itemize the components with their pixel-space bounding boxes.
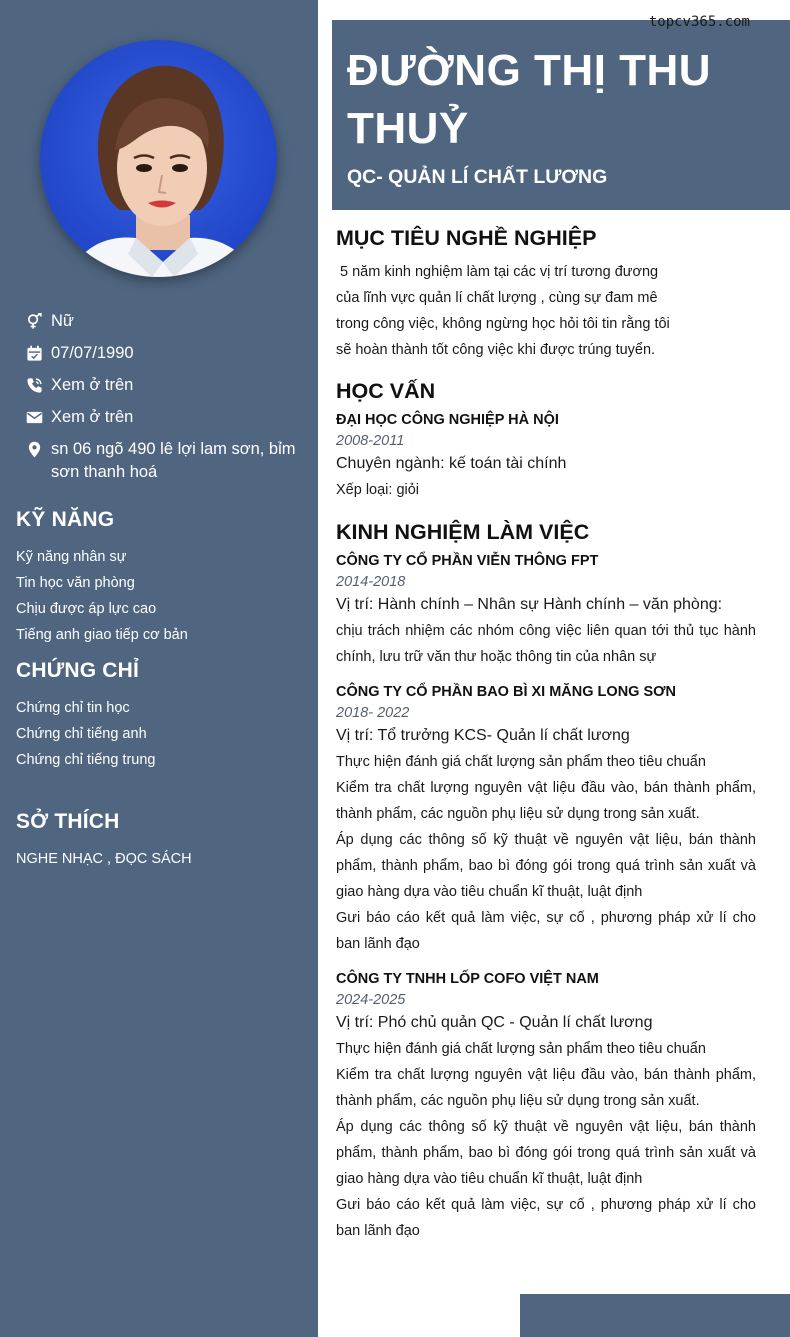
sidebar (0, 0, 318, 1337)
hobby-item: NGHE NHẠC , ĐỌC SÁCH (16, 851, 192, 867)
skill-item: Tin học văn phòng (16, 575, 135, 591)
education-title: HỌC VẤN (336, 379, 436, 403)
job-duty: Kiểm tra chất lượng nguyên vật liệu đầu vào, bán thành phẩm, thành phẩm, các nguồn phụ liệu sử dụng trong sản xuất. (336, 1067, 756, 1109)
job-duty: Áp dụng các thông số kỹ thuật về nguyên vật liệu, bán thành phẩm, thành phẩm, bao bì đóng gói trong quá trình sản xuất và giao hàng dựa vào tiêu chuẩn kĩ thuật, luật định (336, 1119, 756, 1187)
job-entry (336, 684, 756, 957)
job-period: 2024-2025 (336, 992, 406, 1008)
objective-section (336, 226, 756, 363)
job-duty: chịu trách nhiệm các nhóm công việc liên quan tới thủ tục hành chính, lưu trữ văn thư hoặc thông tin của nhân sự (336, 623, 756, 665)
job-period: 2014-2018 (336, 574, 406, 590)
skill-item: Kỹ năng nhân sự (16, 549, 127, 565)
calendar-icon (24, 342, 44, 364)
education-period: 2008-2011 (336, 433, 405, 449)
birthday-row (24, 342, 304, 365)
certificate-item: Chứng chỉ tiếng anh (16, 726, 147, 742)
experience-title: KINH NGHIỆM LÀM VIỆC (336, 520, 590, 544)
site-watermark: topcv365.com (648, 14, 750, 30)
school-name: ĐẠI HỌC CÔNG NGHIỆP HÀ NỘI (336, 412, 559, 428)
education-rank: Xếp loại: giỏi (336, 482, 420, 498)
birthday-value: 07/07/1990 (51, 344, 134, 362)
certificate-item: Chứng chỉ tiếng trung (16, 752, 156, 768)
gender-value: Nữ (51, 312, 74, 330)
main-content (336, 226, 756, 1244)
mail-icon (24, 406, 44, 428)
education-major: Chuyên ngành: kế toán tài chính (336, 455, 567, 472)
job-duty: Thực hiện đánh giá chất lượng sản phẩm theo tiêu chuẩn (336, 754, 706, 770)
objective-line: sẽ hoàn thành tốt công việc khi được trúng tuyển. (336, 342, 656, 358)
gender-row (24, 310, 304, 333)
phone-value: Xem ở trên (51, 376, 134, 394)
email-row (24, 406, 304, 429)
skill-item: Chịu được áp lực cao (16, 601, 157, 617)
job-entry (336, 971, 756, 1244)
job-duty: Gưi báo cáo kết quả làm việc, sự cố , phương pháp xử lí cho ban lãnh đạo (336, 1197, 756, 1239)
objective-title: MỤC TIÊU NGHỀ NGHIỆP (336, 226, 597, 250)
footer-bar (520, 1294, 790, 1337)
job-duty: Gưi báo cáo kết quả làm việc, sự cố , phương pháp xử lí cho ban lãnh đạo (336, 910, 756, 952)
certificate-item: Chứng chỉ tin học (16, 700, 130, 716)
education-section (336, 379, 756, 503)
profile-photo (40, 40, 277, 277)
job-duty: Thực hiện đánh giá chất lượng sản phẩm theo tiêu chuẩn (336, 1041, 706, 1057)
location-pin-icon (24, 438, 44, 460)
job-title: QC- QUẢN LÍ CHẤT LƯƠNG (347, 166, 608, 188)
job-entry (336, 553, 756, 670)
objective-line: 5 năm kinh nghiệm làm tại các vị trí tương đương (336, 264, 659, 280)
job-role: Vị trí: Hành chính – Nhân sự Hành chính – văn phòng: (336, 596, 723, 613)
email-value: Xem ở trên (51, 408, 134, 426)
skills-section (16, 508, 306, 648)
contact-info (24, 310, 304, 493)
job-role: Vị trí: Phó chủ quản QC - Quản lí chất lương (336, 1014, 653, 1031)
full-name: ĐƯỜNG THỊ THU THUỶ (347, 46, 712, 153)
gender-icon (24, 310, 44, 332)
certificates-title: CHỨNG CHỈ (16, 659, 140, 682)
skill-item: Tiếng anh giao tiếp cơ bản (16, 627, 188, 643)
avatar (40, 40, 277, 277)
company-name: CÔNG TY CỔ PHẦN VIỄN THÔNG FPT (336, 553, 599, 569)
job-role: Vị trí: Tổ trưởng KCS- Quản lí chất lương (336, 727, 630, 744)
phone-row (24, 374, 304, 397)
skills-title: KỸ NĂNG (16, 508, 115, 531)
company-name: CÔNG TY TNHH LỐP COFO VIỆT NAM (336, 971, 599, 987)
phone-icon (24, 374, 44, 396)
address-row (24, 438, 304, 484)
certificates-section (16, 659, 306, 773)
hobbies-section (16, 810, 306, 872)
job-duty: Kiểm tra chất lượng nguyên vật liệu đầu vào, bán thành phẩm, thành phẩm, các nguồn phụ liệu sử dụng trong sản xuất. (336, 780, 756, 822)
job-period: 2018- 2022 (336, 705, 410, 721)
objective-line: của lĩnh vực quản lí chất lượng , cùng sự đam mê (336, 290, 658, 306)
experience-section (336, 520, 756, 1244)
company-name: CÔNG TY CỔ PHẦN BAO BÌ XI MĂNG LONG SƠN (336, 684, 676, 700)
address-value: sn 06 ngõ 490 lê lợi lam sơn, bỉm sơn thanh hoá (51, 440, 296, 481)
objective-line: trong công việc, không ngừng học hỏi tôi tin rằng tôi (336, 316, 670, 332)
job-duty: Áp dụng các thông số kỹ thuật về nguyên vật liệu, bán thành phẩm, thành phẩm, bao bì đóng gói trong quá trình sản xuất và giao hàng dựa vào tiêu chuẩn kĩ thuật, luật định (336, 832, 756, 900)
name-header (332, 20, 790, 210)
hobbies-title: SỞ THÍCH (16, 810, 120, 833)
